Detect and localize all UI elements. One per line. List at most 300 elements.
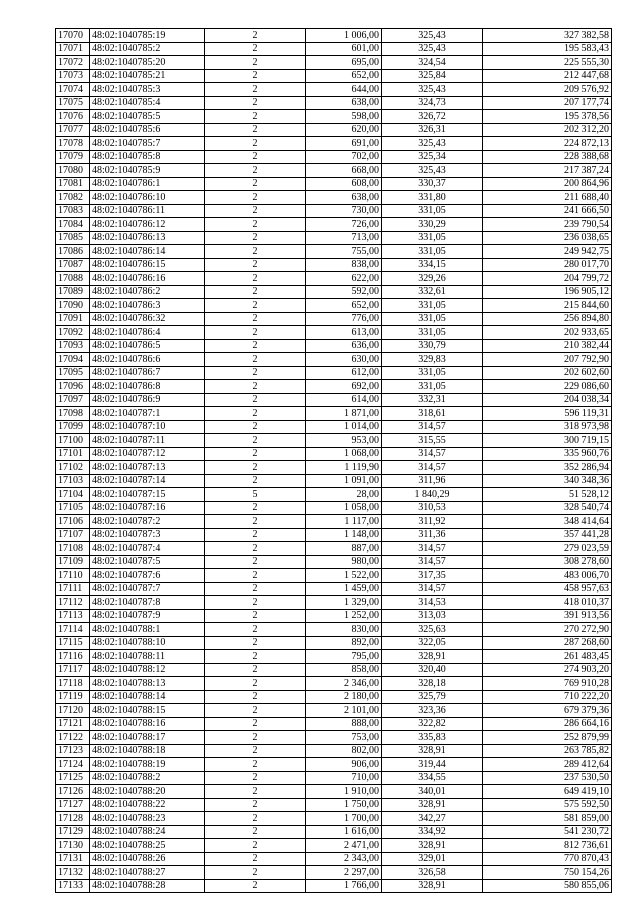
specific-value-cell: 330,37 [382, 177, 483, 191]
group-cell: 2 [205, 569, 306, 583]
specific-value-cell: 325,34 [382, 150, 483, 164]
table-row [56, 474, 612, 488]
row-number-cell: 17096 [56, 380, 90, 394]
cadastral-value-cell: 239 790,54 [483, 218, 612, 232]
cadastral-number-cell: 48:02:1040787:13 [90, 461, 205, 475]
table-row [56, 137, 612, 151]
group-cell: 2 [205, 137, 306, 151]
row-number-cell: 17074 [56, 83, 90, 97]
row-number-cell: 17076 [56, 110, 90, 124]
area-cell: 1 058,00 [306, 501, 382, 515]
area-cell: 2 343,00 [306, 852, 382, 866]
cadastral-value-cell: 212 447,68 [483, 69, 612, 83]
row-number-cell: 17117 [56, 663, 90, 677]
table-row [56, 825, 612, 839]
cadastral-number-cell: 48:02:1040787:6 [90, 569, 205, 583]
cadastral-number-cell: 48:02:1040785:2 [90, 42, 205, 56]
group-cell: 2 [205, 731, 306, 745]
area-cell: 2 297,00 [306, 866, 382, 880]
specific-value-cell: 325,43 [382, 42, 483, 56]
table-row [56, 420, 612, 434]
group-cell: 2 [205, 866, 306, 880]
area-cell: 1 329,00 [306, 596, 382, 610]
area-cell: 1 148,00 [306, 528, 382, 542]
table-row [56, 690, 612, 704]
specific-value-cell: 322,05 [382, 636, 483, 650]
area-cell: 636,00 [306, 339, 382, 353]
cadastral-number-cell: 48:02:1040788:22 [90, 798, 205, 812]
group-cell: 2 [205, 771, 306, 785]
cadastral-number-cell: 48:02:1040787:12 [90, 447, 205, 461]
specific-value-cell: 314,57 [382, 555, 483, 569]
area-cell: 630,00 [306, 353, 382, 367]
row-number-cell: 17082 [56, 191, 90, 205]
cadastral-value-cell: 274 903,20 [483, 663, 612, 677]
cadastral-value-cell: 202 312,20 [483, 123, 612, 137]
cadastral-value-cell: 710 222,20 [483, 690, 612, 704]
specific-value-cell: 342,27 [382, 812, 483, 826]
specific-value-cell: 331,05 [382, 231, 483, 245]
area-cell: 598,00 [306, 110, 382, 124]
cadastral-number-cell: 48:02:1040785:4 [90, 96, 205, 110]
specific-value-cell: 325,43 [382, 164, 483, 178]
area-cell: 652,00 [306, 69, 382, 83]
cadastral-number-cell: 48:02:1040787:9 [90, 609, 205, 623]
specific-value-cell: 328,91 [382, 744, 483, 758]
cadastral-number-cell: 48:02:1040786:8 [90, 380, 205, 394]
group-cell: 2 [205, 177, 306, 191]
cadastral-value-cell: 328 540,74 [483, 501, 612, 515]
area-cell: 638,00 [306, 191, 382, 205]
cadastral-value-cell: 256 894,80 [483, 312, 612, 326]
row-number-cell: 17121 [56, 717, 90, 731]
specific-value-cell: 314,57 [382, 447, 483, 461]
table-row [56, 555, 612, 569]
row-number-cell: 17125 [56, 771, 90, 785]
specific-value-cell: 324,54 [382, 56, 483, 70]
cadastral-number-cell: 48:02:1040786:16 [90, 272, 205, 286]
row-number-cell: 17118 [56, 677, 90, 691]
group-cell: 2 [205, 717, 306, 731]
specific-value-cell: 328,91 [382, 650, 483, 664]
row-number-cell: 17089 [56, 285, 90, 299]
row-number-cell: 17088 [56, 272, 90, 286]
specific-value-cell: 313,03 [382, 609, 483, 623]
area-cell: 702,00 [306, 150, 382, 164]
cadastral-number-cell: 48:02:1040788:14 [90, 690, 205, 704]
area-cell: 1 252,00 [306, 609, 382, 623]
cadastral-number-cell: 48:02:1040786:5 [90, 339, 205, 353]
row-number-cell: 17077 [56, 123, 90, 137]
area-cell: 644,00 [306, 83, 382, 97]
group-cell: 2 [205, 69, 306, 83]
table-row [56, 758, 612, 772]
cadastral-number-cell: 48:02:1040785:21 [90, 69, 205, 83]
row-number-cell: 17094 [56, 353, 90, 367]
group-cell: 2 [205, 879, 306, 893]
area-cell: 1 750,00 [306, 798, 382, 812]
group-cell: 2 [205, 461, 306, 475]
group-cell: 2 [205, 326, 306, 340]
table-row [56, 110, 612, 124]
cadastral-number-cell: 48:02:1040788:16 [90, 717, 205, 731]
cadastral-value-cell: 204 038,34 [483, 393, 612, 407]
table-row [56, 380, 612, 394]
cadastral-number-cell: 48:02:1040788:17 [90, 731, 205, 745]
row-number-cell: 17085 [56, 231, 90, 245]
group-cell: 2 [205, 542, 306, 556]
cadastral-number-cell: 48:02:1040786:1 [90, 177, 205, 191]
row-number-cell: 17079 [56, 150, 90, 164]
cadastral-value-cell: 280 017,70 [483, 258, 612, 272]
table-row [56, 366, 612, 380]
cadastral-number-cell: 48:02:1040787:3 [90, 528, 205, 542]
group-cell: 2 [205, 272, 306, 286]
row-number-cell: 17090 [56, 299, 90, 313]
cadastral-value-cell: 289 412,64 [483, 758, 612, 772]
cadastral-number-cell: 48:02:1040787:2 [90, 515, 205, 529]
group-cell: 2 [205, 677, 306, 691]
table-row [56, 204, 612, 218]
cadastral-value-cell: 340 348,36 [483, 474, 612, 488]
group-cell: 2 [205, 852, 306, 866]
specific-value-cell: 334,55 [382, 771, 483, 785]
row-number-cell: 17123 [56, 744, 90, 758]
specific-value-cell: 325,63 [382, 623, 483, 637]
area-cell: 1 910,00 [306, 785, 382, 799]
area-cell: 592,00 [306, 285, 382, 299]
cadastral-number-cell: 48:02:1040786:14 [90, 245, 205, 259]
cadastral-number-cell: 48:02:1040788:15 [90, 704, 205, 718]
table-row [56, 69, 612, 83]
row-number-cell: 17102 [56, 461, 90, 475]
cadastral-number-cell: 48:02:1040787:11 [90, 434, 205, 448]
group-cell: 2 [205, 407, 306, 421]
cadastral-number-cell: 48:02:1040787:10 [90, 420, 205, 434]
area-cell: 887,00 [306, 542, 382, 556]
cadastral-value-cell: 202 933,65 [483, 326, 612, 340]
row-number-cell: 17078 [56, 137, 90, 151]
table-row [56, 623, 612, 637]
cadastral-value-cell: 200 864,96 [483, 177, 612, 191]
cadastral-value-cell: 224 872,13 [483, 137, 612, 151]
area-cell: 892,00 [306, 636, 382, 650]
group-cell: 2 [205, 596, 306, 610]
area-cell: 802,00 [306, 744, 382, 758]
group-cell: 2 [205, 231, 306, 245]
table-row [56, 272, 612, 286]
group-cell: 2 [205, 83, 306, 97]
area-cell: 726,00 [306, 218, 382, 232]
specific-value-cell: 329,83 [382, 353, 483, 367]
group-cell: 2 [205, 164, 306, 178]
cadastral-value-cell: 252 879,99 [483, 731, 612, 745]
row-number-cell: 17093 [56, 339, 90, 353]
table-row [56, 299, 612, 313]
cadastral-value-cell: 261 483,45 [483, 650, 612, 664]
cadastral-value-cell: 300 719,15 [483, 434, 612, 448]
table-row [56, 582, 612, 596]
group-cell: 2 [205, 42, 306, 56]
row-number-cell: 17120 [56, 704, 90, 718]
row-number-cell: 17106 [56, 515, 90, 529]
group-cell: 2 [205, 528, 306, 542]
area-cell: 2 346,00 [306, 677, 382, 691]
cadastral-number-cell: 48:02:1040787:4 [90, 542, 205, 556]
table-row [56, 515, 612, 529]
specific-value-cell: 331,05 [382, 366, 483, 380]
specific-value-cell: 331,05 [382, 299, 483, 313]
area-cell: 710,00 [306, 771, 382, 785]
table-row [56, 231, 612, 245]
row-number-cell: 17107 [56, 528, 90, 542]
group-cell: 2 [205, 366, 306, 380]
cadastral-number-cell: 48:02:1040788:19 [90, 758, 205, 772]
area-cell: 2 101,00 [306, 704, 382, 718]
cadastral-number-cell: 48:02:1040787:15 [90, 488, 205, 502]
area-cell: 1 459,00 [306, 582, 382, 596]
specific-value-cell: 318,61 [382, 407, 483, 421]
specific-value-cell: 340,01 [382, 785, 483, 799]
area-cell: 1 871,00 [306, 407, 382, 421]
specific-value-cell: 325,79 [382, 690, 483, 704]
table-row [56, 312, 612, 326]
area-cell: 838,00 [306, 258, 382, 272]
cadastral-value-cell: 649 419,10 [483, 785, 612, 799]
cadastral-number-cell: 48:02:1040786:9 [90, 393, 205, 407]
cadastral-value-cell: 348 414,64 [483, 515, 612, 529]
area-cell: 608,00 [306, 177, 382, 191]
cadastral-value-cell: 286 664,16 [483, 717, 612, 731]
specific-value-cell: 314,57 [382, 461, 483, 475]
specific-value-cell: 328,18 [382, 677, 483, 691]
area-cell: 713,00 [306, 231, 382, 245]
group-cell: 2 [205, 609, 306, 623]
row-number-cell: 17084 [56, 218, 90, 232]
row-number-cell: 17119 [56, 690, 90, 704]
cadastral-value-cell: 679 379,36 [483, 704, 612, 718]
specific-value-cell: 326,72 [382, 110, 483, 124]
cadastral-value-cell: 241 666,50 [483, 204, 612, 218]
table-row [56, 447, 612, 461]
area-cell: 776,00 [306, 312, 382, 326]
area-cell: 613,00 [306, 326, 382, 340]
cadastral-value-cell: 770 870,43 [483, 852, 612, 866]
table-row [56, 771, 612, 785]
table-row [56, 83, 612, 97]
table-row [56, 596, 612, 610]
cadastral-number-cell: 48:02:1040787:5 [90, 555, 205, 569]
cadastral-number-cell: 48:02:1040785:9 [90, 164, 205, 178]
cadastral-value-cell: 237 530,50 [483, 771, 612, 785]
group-cell: 2 [205, 690, 306, 704]
specific-value-cell: 314,57 [382, 542, 483, 556]
area-cell: 695,00 [306, 56, 382, 70]
area-cell: 622,00 [306, 272, 382, 286]
group-cell: 2 [205, 434, 306, 448]
table-row [56, 839, 612, 853]
cadastral-number-cell: 48:02:1040785:8 [90, 150, 205, 164]
cadastral-value-cell: 279 023,59 [483, 542, 612, 556]
table-row [56, 798, 612, 812]
area-cell: 614,00 [306, 393, 382, 407]
row-number-cell: 17132 [56, 866, 90, 880]
specific-value-cell: 332,61 [382, 285, 483, 299]
specific-value-cell: 326,58 [382, 866, 483, 880]
cadastral-value-cell: 229 086,60 [483, 380, 612, 394]
area-cell: 612,00 [306, 366, 382, 380]
cadastral-number-cell: 48:02:1040786:11 [90, 204, 205, 218]
table-row [56, 663, 612, 677]
cadastral-number-cell: 48:02:1040788:23 [90, 812, 205, 826]
table-row [56, 731, 612, 745]
area-cell: 858,00 [306, 663, 382, 677]
group-cell: 2 [205, 339, 306, 353]
cadastral-number-cell: 48:02:1040786:3 [90, 299, 205, 313]
group-cell: 2 [205, 191, 306, 205]
cadastral-number-cell: 48:02:1040788:28 [90, 879, 205, 893]
cadastral-value-cell: 458 957,63 [483, 582, 612, 596]
group-cell: 2 [205, 29, 306, 43]
cadastral-value-cell: 575 592,50 [483, 798, 612, 812]
cadastral-number-cell: 48:02:1040785:5 [90, 110, 205, 124]
area-cell: 620,00 [306, 123, 382, 137]
cadastral-value-cell: 217 387,24 [483, 164, 612, 178]
specific-value-cell: 323,36 [382, 704, 483, 718]
cadastral-value-cell: 327 382,58 [483, 29, 612, 43]
table-row [56, 636, 612, 650]
row-number-cell: 17130 [56, 839, 90, 853]
group-cell: 2 [205, 110, 306, 124]
table-row [56, 56, 612, 70]
group-cell: 2 [205, 353, 306, 367]
table-row [56, 704, 612, 718]
cadastral-value-cell: 196 905,12 [483, 285, 612, 299]
specific-value-cell: 311,36 [382, 528, 483, 542]
cadastral-number-cell: 48:02:1040786:12 [90, 218, 205, 232]
cadastral-value-table [55, 28, 612, 893]
specific-value-cell: 328,91 [382, 879, 483, 893]
cadastral-value-cell: 357 441,28 [483, 528, 612, 542]
cadastral-number-cell: 48:02:1040787:16 [90, 501, 205, 515]
cadastral-number-cell: 48:02:1040785:7 [90, 137, 205, 151]
cadastral-value-cell: 209 576,92 [483, 83, 612, 97]
cadastral-number-cell: 48:02:1040785:6 [90, 123, 205, 137]
cadastral-value-cell: 769 910,28 [483, 677, 612, 691]
table-row [56, 501, 612, 515]
cadastral-number-cell: 48:02:1040785:3 [90, 83, 205, 97]
group-cell: 2 [205, 515, 306, 529]
cadastral-value-cell: 204 799,72 [483, 272, 612, 286]
table-row [56, 542, 612, 556]
specific-value-cell: 331,05 [382, 380, 483, 394]
group-cell: 2 [205, 501, 306, 515]
specific-value-cell: 1 840,29 [382, 488, 483, 502]
table-row [56, 339, 612, 353]
group-cell: 2 [205, 96, 306, 110]
table-row [56, 218, 612, 232]
group-cell: 2 [205, 420, 306, 434]
specific-value-cell: 311,92 [382, 515, 483, 529]
area-cell: 1 006,00 [306, 29, 382, 43]
row-number-cell: 17071 [56, 42, 90, 56]
cadastral-value-cell: 207 792,90 [483, 353, 612, 367]
table-row [56, 42, 612, 56]
cadastral-value-cell: 202 602,60 [483, 366, 612, 380]
specific-value-cell: 328,91 [382, 798, 483, 812]
table-row [56, 258, 612, 272]
cadastral-number-cell: 48:02:1040787:7 [90, 582, 205, 596]
cadastral-value-cell: 195 378,56 [483, 110, 612, 124]
area-cell: 638,00 [306, 96, 382, 110]
specific-value-cell: 319,44 [382, 758, 483, 772]
row-number-cell: 17108 [56, 542, 90, 556]
cadastral-number-cell: 48:02:1040786:2 [90, 285, 205, 299]
table-body [56, 29, 612, 893]
area-cell: 28,00 [306, 488, 382, 502]
specific-value-cell: 334,15 [382, 258, 483, 272]
group-cell: 2 [205, 798, 306, 812]
area-cell: 1 117,00 [306, 515, 382, 529]
group-cell: 2 [205, 380, 306, 394]
area-cell: 830,00 [306, 623, 382, 637]
cadastral-value-table-page [55, 28, 611, 893]
group-cell: 2 [205, 150, 306, 164]
area-cell: 1 700,00 [306, 812, 382, 826]
cadastral-number-cell: 48:02:1040786:6 [90, 353, 205, 367]
group-cell: 5 [205, 488, 306, 502]
row-number-cell: 17098 [56, 407, 90, 421]
cadastral-value-cell: 236 038,65 [483, 231, 612, 245]
table-row [56, 353, 612, 367]
row-number-cell: 17131 [56, 852, 90, 866]
group-cell: 2 [205, 447, 306, 461]
specific-value-cell: 325,43 [382, 137, 483, 151]
cadastral-number-cell: 48:02:1040786:32 [90, 312, 205, 326]
specific-value-cell: 330,29 [382, 218, 483, 232]
cadastral-value-cell: 352 286,94 [483, 461, 612, 475]
cadastral-value-cell: 596 119,31 [483, 407, 612, 421]
row-number-cell: 17083 [56, 204, 90, 218]
cadastral-value-cell: 225 555,30 [483, 56, 612, 70]
row-number-cell: 17122 [56, 731, 90, 745]
cadastral-value-cell: 580 855,06 [483, 879, 612, 893]
area-cell: 906,00 [306, 758, 382, 772]
specific-value-cell: 334,92 [382, 825, 483, 839]
row-number-cell: 17095 [56, 366, 90, 380]
table-row [56, 285, 612, 299]
area-cell: 730,00 [306, 204, 382, 218]
group-cell: 2 [205, 285, 306, 299]
area-cell: 2 180,00 [306, 690, 382, 704]
area-cell: 888,00 [306, 717, 382, 731]
cadastral-value-cell: 249 942,75 [483, 245, 612, 259]
cadastral-value-cell: 287 268,60 [483, 636, 612, 650]
table-row [56, 150, 612, 164]
cadastral-value-cell: 207 177,74 [483, 96, 612, 110]
cadastral-number-cell: 48:02:1040788:12 [90, 663, 205, 677]
cadastral-number-cell: 48:02:1040788:2 [90, 771, 205, 785]
cadastral-value-cell: 391 913,56 [483, 609, 612, 623]
cadastral-value-cell: 318 973,98 [483, 420, 612, 434]
specific-value-cell: 325,43 [382, 29, 483, 43]
specific-value-cell: 322,82 [382, 717, 483, 731]
group-cell: 2 [205, 704, 306, 718]
specific-value-cell: 329,01 [382, 852, 483, 866]
row-number-cell: 17081 [56, 177, 90, 191]
cadastral-number-cell: 48:02:1040788:24 [90, 825, 205, 839]
row-number-cell: 17104 [56, 488, 90, 502]
